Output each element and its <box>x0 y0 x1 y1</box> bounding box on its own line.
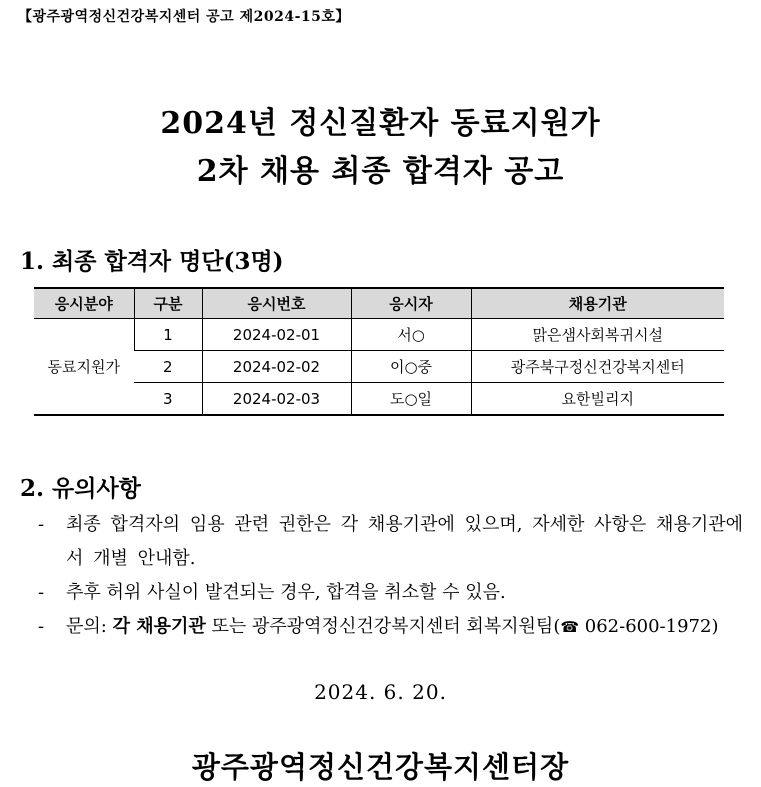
header-no: 구분 <box>134 288 202 319</box>
contact-center: 또는 광주광역정신건강복지센터 회복지원팀( <box>205 616 561 637</box>
applicant-cell: 서○ <box>351 319 471 351</box>
field-cell: 동료지원가 <box>47 358 120 376</box>
applicant-cell: 도○일 <box>351 383 471 416</box>
phone-number: 062-600-1972) <box>579 616 719 637</box>
contact-label: 문의: <box>66 616 113 637</box>
agency-cell: 요한빌리지 <box>471 383 724 416</box>
bullet-dash: - <box>38 582 45 603</box>
notes-list <box>38 508 743 644</box>
header-applicant: 응시자 <box>351 288 471 319</box>
no-cell: 1 <box>134 319 202 351</box>
no-cell: 3 <box>134 383 202 416</box>
header-exam-no: 응시번호 <box>202 288 351 319</box>
agency-cell: 맑은샘사회복귀시설 <box>471 319 724 351</box>
list-item <box>38 508 743 576</box>
section2-heading: 2. 유의사항 <box>20 475 141 502</box>
page-title-line1: 2024년 정신질환자 동료지원가 <box>160 106 601 141</box>
table-row <box>34 319 724 351</box>
no-cell: 2 <box>134 351 202 383</box>
contact-agencies: 각 채용기관 <box>112 616 206 637</box>
final-applicants-table <box>34 287 724 416</box>
list-item <box>38 610 743 644</box>
exam-no-cell: 2024-02-03 <box>202 383 351 416</box>
header-agency: 채용기관 <box>471 288 724 319</box>
phone-icon: ☎ <box>560 618 580 636</box>
issuer-signature: 광주광역정신건강복지센터장 <box>191 750 570 784</box>
note-authority: 최종 합격자의 임용 관련 권한은 각 채용기관에 있으며, 자세한 사항은 채용기관에서 개별 안내함. <box>66 514 743 569</box>
applicant-cell: 이○중 <box>351 351 471 383</box>
page-title-line2: 2차 채용 최종 합격자 공고 <box>196 154 565 189</box>
table-row <box>34 383 724 416</box>
bullet-dash: - <box>38 616 45 637</box>
exam-no-cell: 2024-02-01 <box>202 319 351 351</box>
notice-date: 2024. 6. 20. <box>314 680 447 704</box>
bullet-dash: - <box>38 514 45 535</box>
notice-number: 【광주광역정신건강복지센터 공고 제2024-15호】 <box>18 9 350 25</box>
list-item <box>38 576 743 610</box>
agency-cell: 광주북구정신건강복지센터 <box>471 351 724 383</box>
table-row <box>34 351 724 383</box>
exam-no-cell: 2024-02-02 <box>202 351 351 383</box>
table-header-row <box>34 288 724 319</box>
section1-heading: 1. 최종 합격자 명단(3명) <box>20 248 284 275</box>
header-field: 응시분야 <box>34 288 134 319</box>
note-cancellation: 추후 허위 사실이 발견되는 경우, 합격을 취소할 수 있음. <box>66 582 506 603</box>
